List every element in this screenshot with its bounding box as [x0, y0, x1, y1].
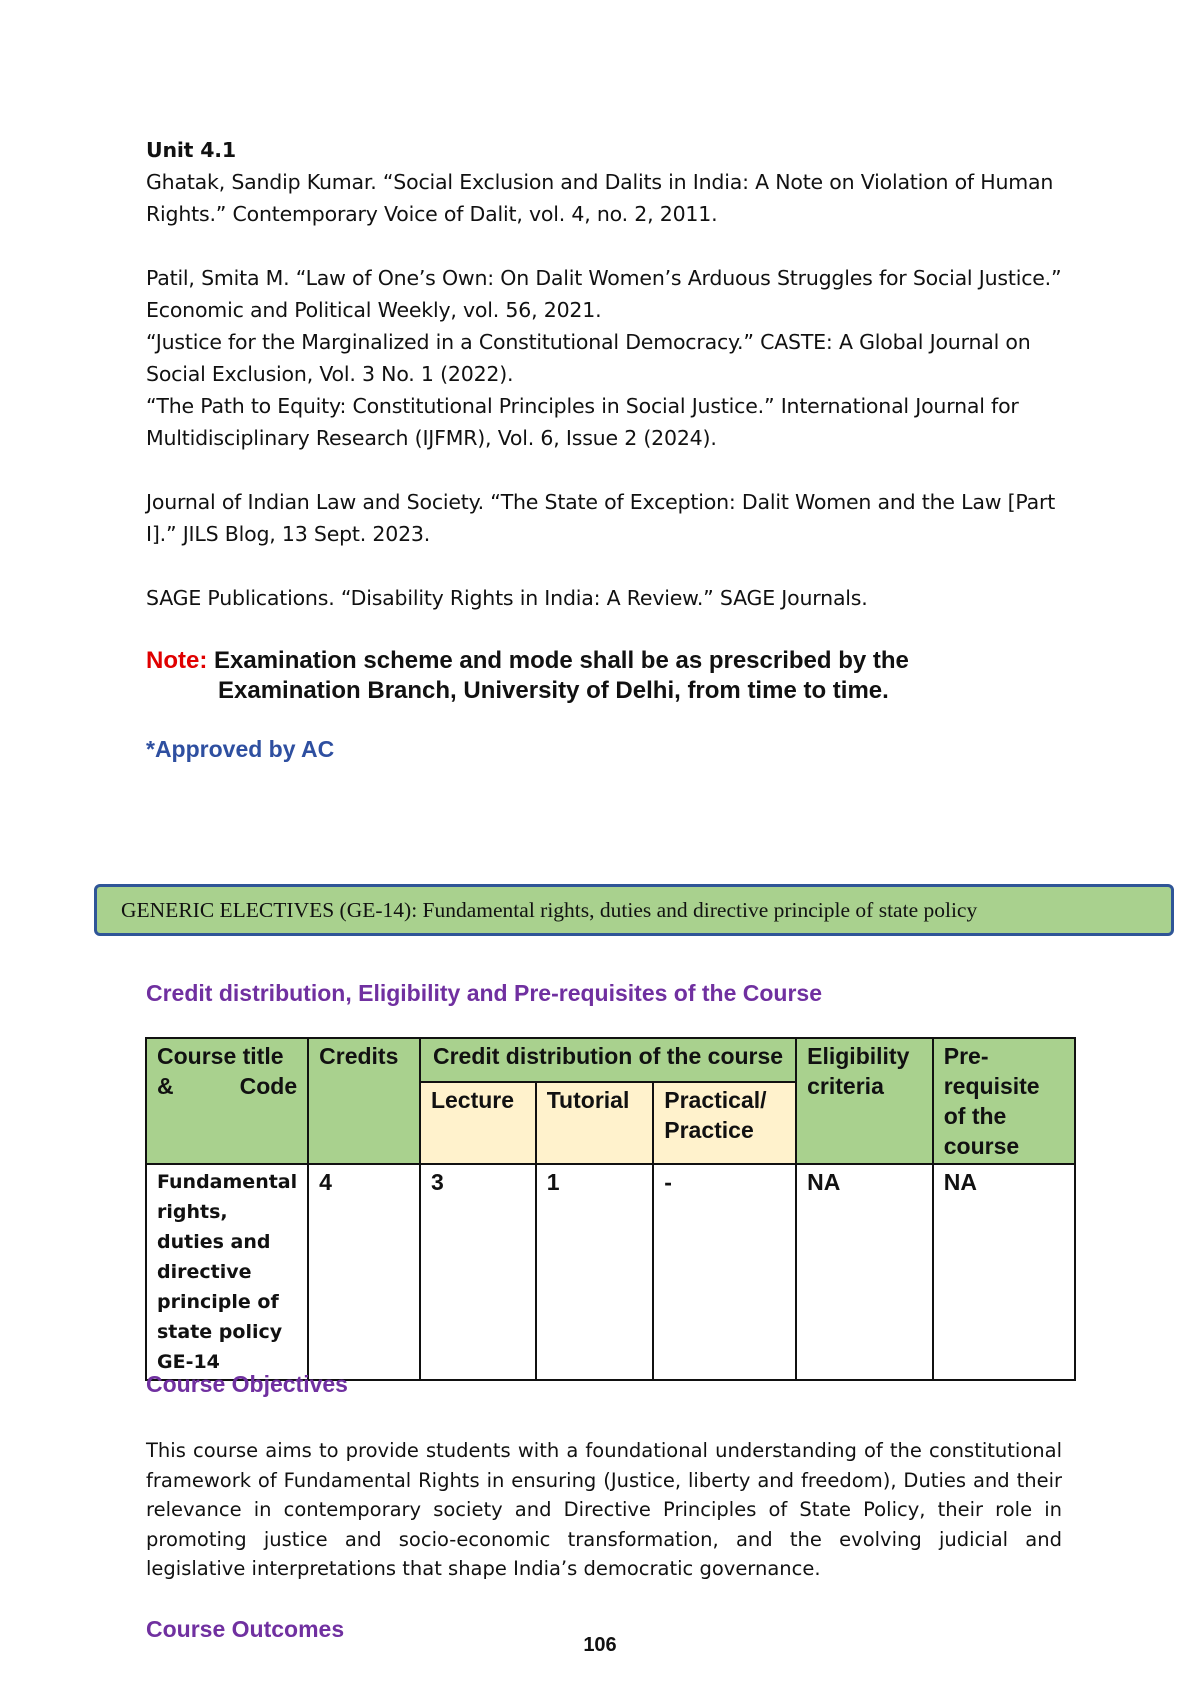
header-eligibility: Eligibility criteria: [796, 1038, 933, 1164]
table-header-row: [146, 1038, 1075, 1082]
reference-caste-journal: “Justice for the Marginalized in a Constitutional Democracy.” CASTE: A Global Journal on Social Exclusion, Vol. 3 No. 1 (2022).: [146, 330, 1031, 386]
reference-sage: SAGE Publications. “Disability Rights in India: A Review.” SAGE Journals.: [146, 586, 868, 610]
header-credit-distribution: Credit distribution of the course: [420, 1038, 796, 1082]
note-label: Note:: [146, 647, 208, 674]
course-objectives-heading: Course Objectives: [146, 1371, 348, 1397]
objectives-paragraph: This course aims to provide students with a foundational understanding of the constitutional framework of Fundamental Rights in ensuring (Justice, liberty and freedom), Duties and their relevance in contemporary society and Directive Principles of State Policy, their role in promoting justice and socio-economic transformation, and the evolving judicial and legislative interpretations that shape India’s democratic governance.: [146, 1439, 1062, 1580]
header-practical: Practical/ Practice: [653, 1082, 796, 1164]
header-course-title: Course title & Code: [146, 1038, 308, 1164]
course-objectives-text: [146, 1436, 1062, 1584]
header-prerequisite: Pre-requisite of the course: [933, 1038, 1075, 1164]
approved-by-ac: *Approved by AC: [146, 736, 335, 762]
cell-eligibility: NA: [796, 1164, 933, 1380]
course-outcomes-heading: Course Outcomes: [146, 1616, 345, 1642]
reference-ghatak: Ghatak, Sandip Kumar. “Social Exclusion and Dalits in India: A Note on Violation of Human Rights.” Contemporary Voice of Dalit, vol. 4, no. 2, 2011.: [146, 170, 1054, 226]
table-row: [146, 1164, 1075, 1380]
references-block: [146, 134, 1066, 614]
header-credits: Credits: [308, 1038, 420, 1164]
header-tutorial: Tutorial: [536, 1082, 654, 1164]
cell-practical: -: [653, 1164, 796, 1380]
cell-tutorial: 1: [536, 1164, 654, 1380]
unit-heading: Unit 4.1: [146, 138, 236, 162]
page-number: 106: [583, 1634, 617, 1656]
reference-ijfmr: “The Path to Equity: Constitutional Principles in Social Justice.” International Journal for Multidisciplinary Research (IJFMR), Vol. 6, Issue 2 (2024).: [146, 394, 1019, 450]
credit-distribution-heading: Credit distribution, Eligibility and Pre-requisites of the Course: [146, 980, 823, 1006]
cell-lecture: 3: [420, 1164, 536, 1380]
header-lecture: Lecture: [420, 1082, 536, 1164]
note-line-2: Examination Branch, University of Delhi, from time to time.: [218, 677, 889, 704]
cell-course-title: Fundamental rights, duties and directive principle of state policy GE-14: [146, 1164, 308, 1380]
reference-jils: Journal of Indian Law and Society. “The State of Exception: Dalit Women and the Law [Part I].” JILS Blog, 13 Sept. 2023.: [146, 490, 1056, 546]
credit-distribution-table: [145, 1037, 1076, 1381]
cell-credits: 4: [308, 1164, 420, 1380]
note-line-1: Examination scheme and mode shall be as prescribed by the: [214, 647, 909, 674]
cell-prerequisite: NA: [933, 1164, 1075, 1380]
reference-patil: Patil, Smita M. “Law of One’s Own: On Dalit Women’s Arduous Struggles for Social Justice.” Economic and Political Weekly, vol. 56, 2021.: [146, 266, 1062, 322]
generic-elective-banner: GENERIC ELECTIVES (GE-14): Fundamental rights, duties and directive principle of state policy: [94, 884, 1174, 936]
exam-note: [146, 646, 1066, 706]
